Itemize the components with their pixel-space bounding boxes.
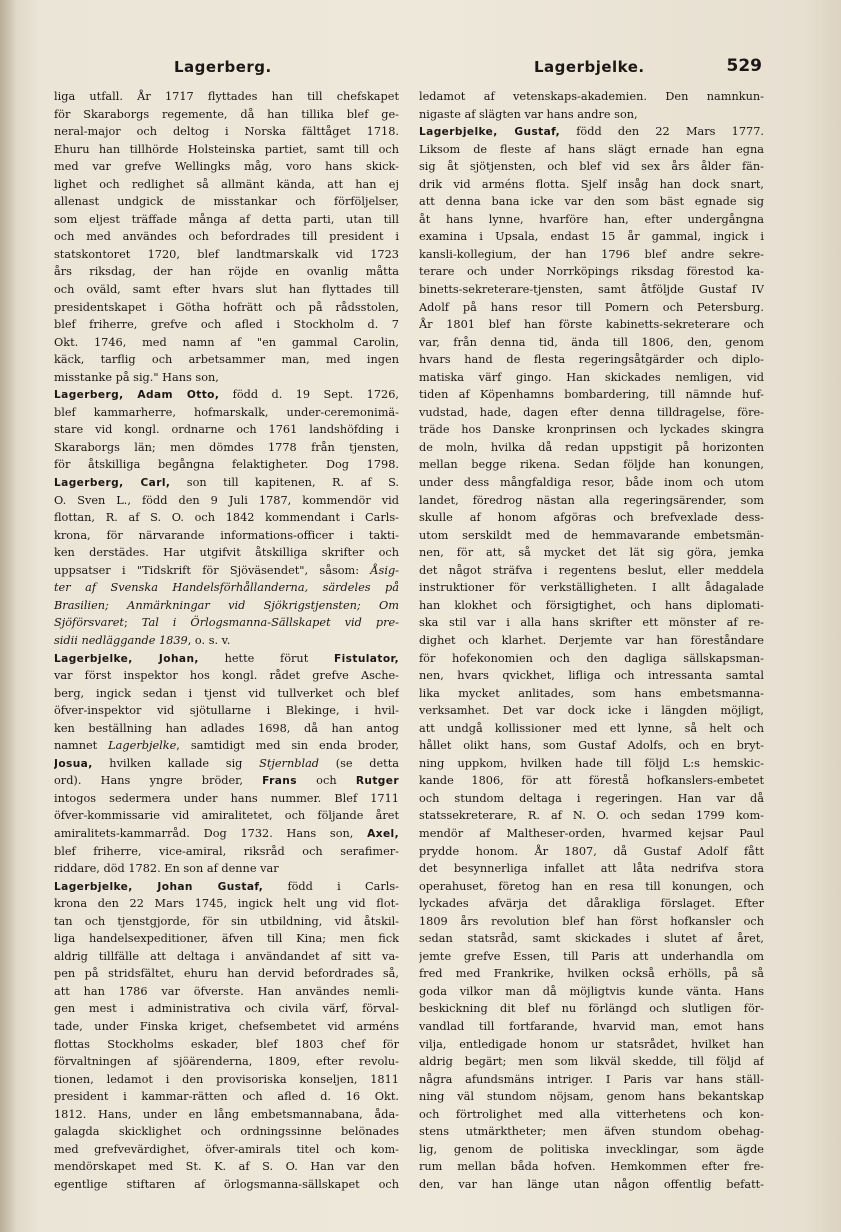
text-run: (se detta — [319, 756, 399, 770]
text-run: att undgå kollissioner med ett lynne, så helt och — [419, 721, 764, 735]
text-line — [54, 1141, 399, 1159]
entry-headword: Axel, — [367, 827, 399, 840]
text-run: gen mest i administrativa och civila värf, förval- — [54, 1002, 399, 1016]
text-line — [54, 369, 399, 387]
italic-title: ter af Svenska Handelsförhållanderna, särdeles på — [54, 581, 399, 595]
text-line — [54, 386, 399, 404]
entry-headword: Lagerberg, Carl, — [54, 477, 171, 490]
entry-headword: Lagerberg, Adam Otto, — [54, 389, 220, 402]
text-line — [54, 141, 399, 159]
text-line — [419, 860, 764, 878]
text-run: några afundsmäns intriger. I Paris var hans ställ- — [419, 1072, 764, 1086]
text-run: han klokhet och försigtighet, och hans diplomati- — [419, 598, 764, 612]
text-line — [419, 299, 764, 317]
text-line — [419, 667, 764, 685]
text-run: käck, tarflig och arbetsammer man, med ingen — [54, 353, 399, 367]
text-line — [419, 878, 764, 896]
text-line — [54, 895, 399, 913]
text-line — [54, 930, 399, 948]
text-run: operahuset, företog han en resa till konungen, och — [419, 879, 764, 893]
text-line — [419, 281, 764, 299]
text-run: År 1801 blef han förste kabinetts-sekreterare och — [419, 318, 764, 332]
text-line — [54, 860, 399, 878]
text-line — [419, 597, 764, 615]
text-run: mendörskapet med St. K. af S. O. Han var den — [54, 1160, 399, 1174]
entry-headword: Rutger — [355, 775, 399, 788]
text-run: den, var han länge utan någon offentlig befatt- — [419, 1177, 764, 1191]
text-line — [54, 404, 399, 422]
text-run: nigaste af slägten var hans andre son, — [419, 107, 638, 121]
text-line — [419, 1158, 764, 1176]
text-run: Skaraborgs län; men dömdes 1778 från tjensten, — [54, 440, 399, 454]
text-line — [54, 614, 399, 632]
entry-headword: Frans — [262, 775, 297, 788]
text-line — [54, 579, 399, 597]
text-run: pen på stridsfältet, ehuru han dervid befordrades så, — [54, 967, 399, 981]
text-line — [419, 650, 764, 668]
text-run: tionen, ledamot i den provisoriska konseljen, 1811 — [54, 1072, 399, 1086]
text-run: intogos sedermera under hans nummer. Blef 1711 — [54, 791, 399, 805]
text-run: åt hans lynne, hvarföre han, efter undergångna — [419, 212, 764, 226]
text-line — [54, 316, 399, 334]
text-line — [419, 895, 764, 913]
text-line — [419, 123, 764, 141]
text-run: med var grefve Wellingks måg, voro hans skick- — [54, 160, 399, 174]
text-line — [419, 1053, 764, 1071]
text-line — [54, 632, 399, 650]
text-run: liga utfall. År 1717 flyttades han till chefskapet — [54, 90, 399, 103]
text-line — [54, 720, 399, 738]
text-line — [419, 527, 764, 545]
text-run: misstanke på sig." Hans son, — [54, 370, 219, 384]
text-line — [419, 176, 764, 194]
text-line — [419, 88, 764, 106]
italic-title: sidii nedläggande 1839 — [54, 633, 188, 647]
italic-title: Tal i Örlogsmanna-Sällskapet vid pre- — [141, 616, 399, 630]
text-run: sig åt sjötjensten, och blef vid sex års ålder fän- — [419, 160, 764, 174]
text-run: ska stil var i alla hans skrifter ett mönster af re- — [419, 616, 764, 630]
text-run: berg, ingick sedan i tjenst vid tullverket och blef — [54, 686, 399, 700]
text-line — [419, 843, 764, 861]
italic-title: Stjernblad — [259, 756, 320, 770]
text-line — [54, 1036, 399, 1054]
text-line — [54, 158, 399, 176]
text-line — [54, 702, 399, 720]
text-line — [419, 1018, 764, 1036]
text-run: flottan, R. af S. O. och 1842 kommendant i Carls- — [54, 511, 399, 525]
text-run: blef friherre, vice-amiral, riksråd och serafimer- — [54, 844, 399, 858]
text-run: terare och under Norrköpings riksdag förestod ka- — [419, 265, 764, 279]
text-run: blef friherre, grefve och afled i Stockholm d. 7 — [54, 318, 399, 332]
text-run: kande 1806, för att förestå hofkanslers-embetet — [419, 774, 764, 788]
text-run: goda vilkor man då möjligtvis kunde vänta. Hans — [419, 984, 764, 998]
text-run: statssekreterare, R. af N. O. och sedan 1799 kom- — [419, 809, 764, 823]
text-line — [54, 1106, 399, 1124]
entry-headword: Lagerbjelke, Johan Gustaf, — [54, 880, 264, 893]
text-line — [419, 930, 764, 948]
text-line — [419, 1071, 764, 1089]
text-run: ord). Hans yngre bröder, — [54, 774, 263, 788]
text-run: lighet och redlighet så allmänt kända, att han ej — [54, 177, 399, 191]
text-line — [54, 1000, 399, 1018]
text-line — [54, 807, 399, 825]
text-line — [419, 807, 764, 825]
text-run: Liksom de fleste af hans slägt ernade han egna — [419, 142, 764, 156]
text-run: för Skaraborgs regemente, då han tillika blef ge- — [54, 107, 399, 121]
text-line — [419, 1141, 764, 1159]
text-run: med grefvevärdighet, öfver-amirals titel och kom- — [54, 1142, 399, 1156]
text-line — [419, 948, 764, 966]
text-run: neral-major och deltog i Norska fälttåget 1718. — [54, 125, 399, 139]
text-run: hållet olikt hans, som Gustaf Adolfs, och en bryt- — [419, 739, 764, 753]
text-run: och stundom deltaga i regeringen. Han var då — [419, 791, 764, 805]
text-line — [419, 456, 764, 474]
text-line — [54, 790, 399, 808]
text-line — [54, 1176, 399, 1194]
text-line — [54, 334, 399, 352]
text-run: flottas Stockholms eskader, blef 1803 chef för — [54, 1037, 399, 1051]
text-run: president i kammar-rätten och afled d. 16 Okt. — [54, 1090, 399, 1104]
text-line — [419, 492, 764, 510]
text-line — [54, 1088, 399, 1106]
text-line — [419, 509, 764, 527]
text-line — [54, 439, 399, 457]
text-line — [54, 228, 399, 246]
text-line — [419, 474, 764, 492]
text-run: egentlige stiftaren af örlogsmanna-sällskapet och — [54, 1177, 399, 1191]
text-run: ; — [123, 616, 142, 630]
text-line — [54, 1053, 399, 1071]
text-line — [419, 228, 764, 246]
text-run: nen, för att, så mycket det lät sig göra, jemka — [419, 546, 764, 560]
text-line — [419, 720, 764, 738]
text-run: född i Carls- — [263, 879, 399, 893]
text-line — [54, 106, 399, 124]
text-run: Adolf på hans resor till Pomern och Petersburg. — [419, 300, 764, 314]
text-line — [419, 193, 764, 211]
text-line — [419, 737, 764, 755]
text-run: var först inspektor hos kongl. rådet grefve Asche- — [54, 669, 399, 683]
text-run: uppsatser i "Tidskrift för Sjöväsendet", såsom: — [54, 563, 371, 577]
text-line — [54, 246, 399, 264]
text-line — [419, 983, 764, 1001]
text-line — [54, 492, 399, 510]
text-line — [54, 1158, 399, 1176]
text-run: drik vid arméns flotta. Sjelf insåg han dock snart, — [419, 177, 764, 191]
text-line — [54, 544, 399, 562]
text-line — [419, 1036, 764, 1054]
right-text-column — [419, 88, 764, 1193]
text-run: 1809 års revolution blef han först hofkansler och — [419, 914, 764, 928]
text-run: ning väl stundom nöjsam, genom hans bekantskap — [419, 1090, 764, 1104]
text-run: och — [296, 774, 356, 788]
text-line — [54, 562, 399, 580]
text-line — [54, 299, 399, 317]
text-run: riddare, död 1782. En son af denne var — [54, 862, 279, 876]
text-run: ken derstädes. Har utgifvit åtskilliga skrifter och — [54, 546, 399, 560]
italic-title: Sjöförsvaret — [54, 616, 124, 630]
text-line — [54, 878, 399, 896]
text-run: och oväld, samt efter hvars slut han flyttades till — [54, 283, 399, 297]
italic-title: Brasilien; Anmärkningar vid Sjökrigstjensten; Om — [54, 598, 399, 612]
text-run: de moln, hvilka då redan uppstigit på horizonten — [419, 440, 764, 454]
text-run: det besynnerliga infallet att låta nedrifva stora — [419, 862, 764, 876]
text-line — [419, 263, 764, 281]
entry-headword: Josua, — [54, 757, 93, 770]
entry-headword: Lagerbjelke, Johan, — [54, 652, 199, 665]
text-run: instruktioner för verkställigheten. I allt ådagalade — [419, 581, 764, 595]
text-run: års riksdag, der han röjde en ovanlig måtta — [54, 265, 399, 279]
text-run: att han 1786 var öfverste. Han användes nemli- — [54, 984, 399, 998]
text-run: namnet — [54, 739, 109, 753]
text-line — [419, 1088, 764, 1106]
text-line — [419, 246, 764, 264]
text-line — [54, 650, 399, 668]
text-run: 1812. Hans, under en lång embetsmannabana, åda- — [54, 1107, 399, 1121]
page-header — [54, 56, 766, 82]
text-run: dighet och klarhet. Derjemte var han föreståndare — [419, 633, 764, 647]
text-line — [419, 772, 764, 790]
text-run: beskickning dit blef nu förlängd och slutligen för- — [419, 1002, 764, 1016]
text-line — [54, 1123, 399, 1141]
text-line — [419, 614, 764, 632]
text-run: vandlad till fortfarande, hvarvid man, emot hans — [419, 1019, 764, 1033]
text-run: amiralitets-kammarråd. Dog 1732. Hans son, — [54, 826, 368, 840]
text-run: son till kapitenen, R. af S. — [170, 476, 399, 490]
text-line — [54, 597, 399, 615]
text-line — [419, 211, 764, 229]
text-run: född d. 19 Sept. 1726, — [219, 388, 399, 402]
italic-title: Åsig- — [370, 563, 399, 577]
text-line — [419, 1106, 764, 1124]
text-line — [54, 123, 399, 141]
text-run: nen, hvars qvickhet, lifliga och intressanta samtal — [419, 669, 764, 683]
text-run: som eljest träffade många af detta parti, utan till — [54, 212, 399, 226]
text-line — [54, 755, 399, 773]
text-run: prydde honom. År 1807, då Gustaf Adolf fått — [419, 844, 764, 858]
text-run: landet, föredrog nästan alla regeringsärender, som — [419, 493, 764, 507]
page-number: 529 — [726, 56, 762, 76]
text-run: krona den 22 Mars 1745, ingick helt ung vid flot- — [54, 897, 399, 911]
text-run: förvaltningen af sjöärenderna, 1809, efter revolu- — [54, 1055, 399, 1069]
text-line — [419, 1000, 764, 1018]
text-run: vilja, entledigade honom ur statsrådet, hvilket han — [419, 1037, 764, 1051]
text-run: träde hos Danske kronprinsen och lyckades skingra — [419, 423, 764, 437]
page-gutter-shadow — [0, 0, 16, 1232]
entry-headword: Lagerbjelke, Gustaf, — [419, 126, 561, 139]
text-run: aldrig begärt; men som likväl skedde, till följd af — [419, 1055, 764, 1069]
text-run: öfver-inspektor vid sjötullarne i Blekinge, i hvil- — [54, 704, 399, 718]
text-line — [54, 948, 399, 966]
text-run: skulle af honom afgöras och brefvexlade dess- — [419, 511, 764, 525]
text-run: allenast undgick de misstankar och förföljelser, — [54, 195, 399, 209]
text-line — [419, 825, 764, 843]
text-run: mendör af Maltheser-orden, hvarmed kejsar Paul — [419, 826, 764, 840]
text-line — [419, 106, 764, 124]
text-run: hvars hand de flesta regeringsåtgärder och diplo- — [419, 353, 764, 367]
text-line — [419, 913, 764, 931]
text-run: jemte grefve Essen, till Paris att underhandla om — [419, 949, 764, 963]
left-text-column — [54, 88, 399, 1193]
text-run: binetts-sekreterare-tjensten, samt åtföljde Gustaf IV — [419, 283, 764, 297]
text-run: aldrig tillfälle att deltaga i användandet af sitt va- — [54, 949, 399, 963]
text-line — [54, 509, 399, 527]
text-line — [54, 1071, 399, 1089]
text-line — [419, 632, 764, 650]
text-run: verksamhet. Det var dock icke i längden möjligt, — [419, 704, 764, 718]
text-line — [419, 685, 764, 703]
text-run: ning uppkom, hvilken hade till följd L:s hemskic- — [419, 756, 764, 770]
text-run: stens utmärktheter; men äfven stundom obehag- — [419, 1125, 764, 1139]
text-line — [54, 772, 399, 790]
text-line — [54, 843, 399, 861]
text-run: tade, under Finska kriget, chefsembetet vid arméns — [54, 1019, 399, 1033]
text-run: mellan begge rikena. Sedan följde han konungen, — [419, 458, 764, 472]
text-run: matiska värf gingo. Han skickades nemligen, vid — [419, 370, 764, 384]
text-run: rum mellan båda hofven. Hemkommen efter fre- — [419, 1160, 764, 1174]
text-line — [419, 158, 764, 176]
text-line — [54, 176, 399, 194]
text-line — [419, 351, 764, 369]
text-line — [419, 790, 764, 808]
text-line — [54, 421, 399, 439]
text-line — [419, 141, 764, 159]
text-run: sedan statsråd, samt skickades i slutet af året, — [419, 932, 764, 946]
text-line — [54, 527, 399, 545]
text-run: ledamot af vetenskaps-akademien. Den namnkun- — [419, 90, 764, 103]
text-run: O. Sven L., född den 9 Juli 1787, kommendör vid — [54, 493, 399, 507]
text-line — [419, 1123, 764, 1141]
text-run: och förtrolighet med alla vitterhetens och kon- — [419, 1107, 764, 1121]
text-line — [54, 281, 399, 299]
text-run: hette förut — [198, 651, 334, 665]
text-run: född den 22 Mars 1777. — [560, 125, 764, 139]
text-run: , o. s. v. — [187, 633, 231, 647]
text-line — [54, 88, 399, 106]
text-run: hvilken kallade sig — [92, 756, 260, 770]
text-line — [54, 825, 399, 843]
text-line — [54, 667, 399, 685]
text-line — [54, 913, 399, 931]
text-line — [419, 755, 764, 773]
text-run: statskontoret 1720, blef landtmarskalk vid 1723 — [54, 247, 399, 261]
running-head-left: Lagerberg. — [174, 58, 272, 76]
text-run: utom serskildt med de hemmavarande embetsmän- — [419, 528, 764, 542]
text-line — [419, 544, 764, 562]
text-run: öfver-kommissarie vid amiralitetet, och följande året — [54, 809, 399, 823]
text-run: lyckades afvärja det dårakliga förslaget. Efter — [419, 897, 764, 911]
text-run: lika mycket anlitades, som hans embetsmanna- — [419, 686, 764, 700]
italic-title: Lagerbjelke — [108, 739, 177, 753]
text-line — [419, 579, 764, 597]
text-run: och med användes och befordrades till president i — [54, 230, 399, 244]
text-run: blef kammarherre, hofmarskalk, under-ceremonimä- — [54, 405, 399, 419]
text-line — [419, 334, 764, 352]
text-line — [419, 562, 764, 580]
text-run: stare vid kongl. ordnarne och 1761 landshöfding i — [54, 423, 399, 437]
text-line — [54, 456, 399, 474]
text-line — [54, 685, 399, 703]
text-line — [419, 702, 764, 720]
text-line — [54, 263, 399, 281]
entry-headword: Fistulator, — [334, 652, 399, 665]
text-run: att denna bana icke var den som bäst egnade sig — [419, 195, 764, 209]
text-run: lig, genom de politiska invecklingar, som ägde — [419, 1142, 764, 1156]
text-line — [419, 369, 764, 387]
text-line — [419, 316, 764, 334]
text-line — [419, 1176, 764, 1194]
text-line — [54, 965, 399, 983]
text-run: för hofekonomien och den dagliga sällskapsman- — [419, 651, 764, 665]
text-line — [419, 386, 764, 404]
text-line — [419, 404, 764, 422]
text-run: tan och tjenstgjorde, för sin utbildning, vid åtskil- — [54, 914, 399, 928]
text-run: fred med Frankrike, hvilken också erhölls, på så — [419, 967, 764, 981]
text-run: det något sträfva i regentens beslut, eller meddela — [419, 563, 764, 577]
text-run: för åtskilliga begångna felaktigheter. Dog 1798. — [54, 458, 399, 472]
text-run: tiden af Köpenhamns bombardering, till nämnde huf- — [419, 388, 764, 402]
text-run: Ehuru han tillhörde Holsteinska partiet, samt till och — [54, 142, 399, 156]
text-run: vudstad, hade, dagen efter denna tilldragelse, före- — [419, 405, 764, 419]
text-run: , samtidigt med sin enda broder, — [176, 739, 399, 753]
text-run: presidentskapet i Götha hofrätt och på rådsstolen, — [54, 300, 399, 314]
text-run: ken beställning han adlades 1698, då han antog — [54, 721, 399, 735]
text-line — [54, 474, 399, 492]
text-run: Okt. 1746, med namn af "en gammal Carolin, — [54, 335, 399, 349]
text-line — [54, 211, 399, 229]
running-head-right: Lagerbjelke. — [534, 58, 645, 76]
text-line — [54, 737, 399, 755]
text-run: under dess mångfaldiga resor, både inom och utom — [419, 476, 764, 490]
text-line — [419, 965, 764, 983]
text-line — [419, 421, 764, 439]
text-run: kansli-kollegium, der han 1796 blef andre sekre- — [419, 247, 764, 261]
text-run: var, från denna tid, ända till 1806, den, genom — [419, 335, 764, 349]
text-line — [54, 1018, 399, 1036]
text-line — [54, 193, 399, 211]
text-line — [54, 983, 399, 1001]
text-run: liga handelsexpeditioner, äfven till Kina; men fick — [54, 932, 399, 946]
text-line — [419, 439, 764, 457]
text-line — [54, 351, 399, 369]
text-run: examina i Upsala, endast 15 år gammal, ingick i — [419, 230, 764, 244]
text-run: galagda skicklighet och ordningssinne belönades — [54, 1125, 399, 1139]
text-run: krona, för närvarande informations-officer i takti- — [54, 528, 399, 542]
